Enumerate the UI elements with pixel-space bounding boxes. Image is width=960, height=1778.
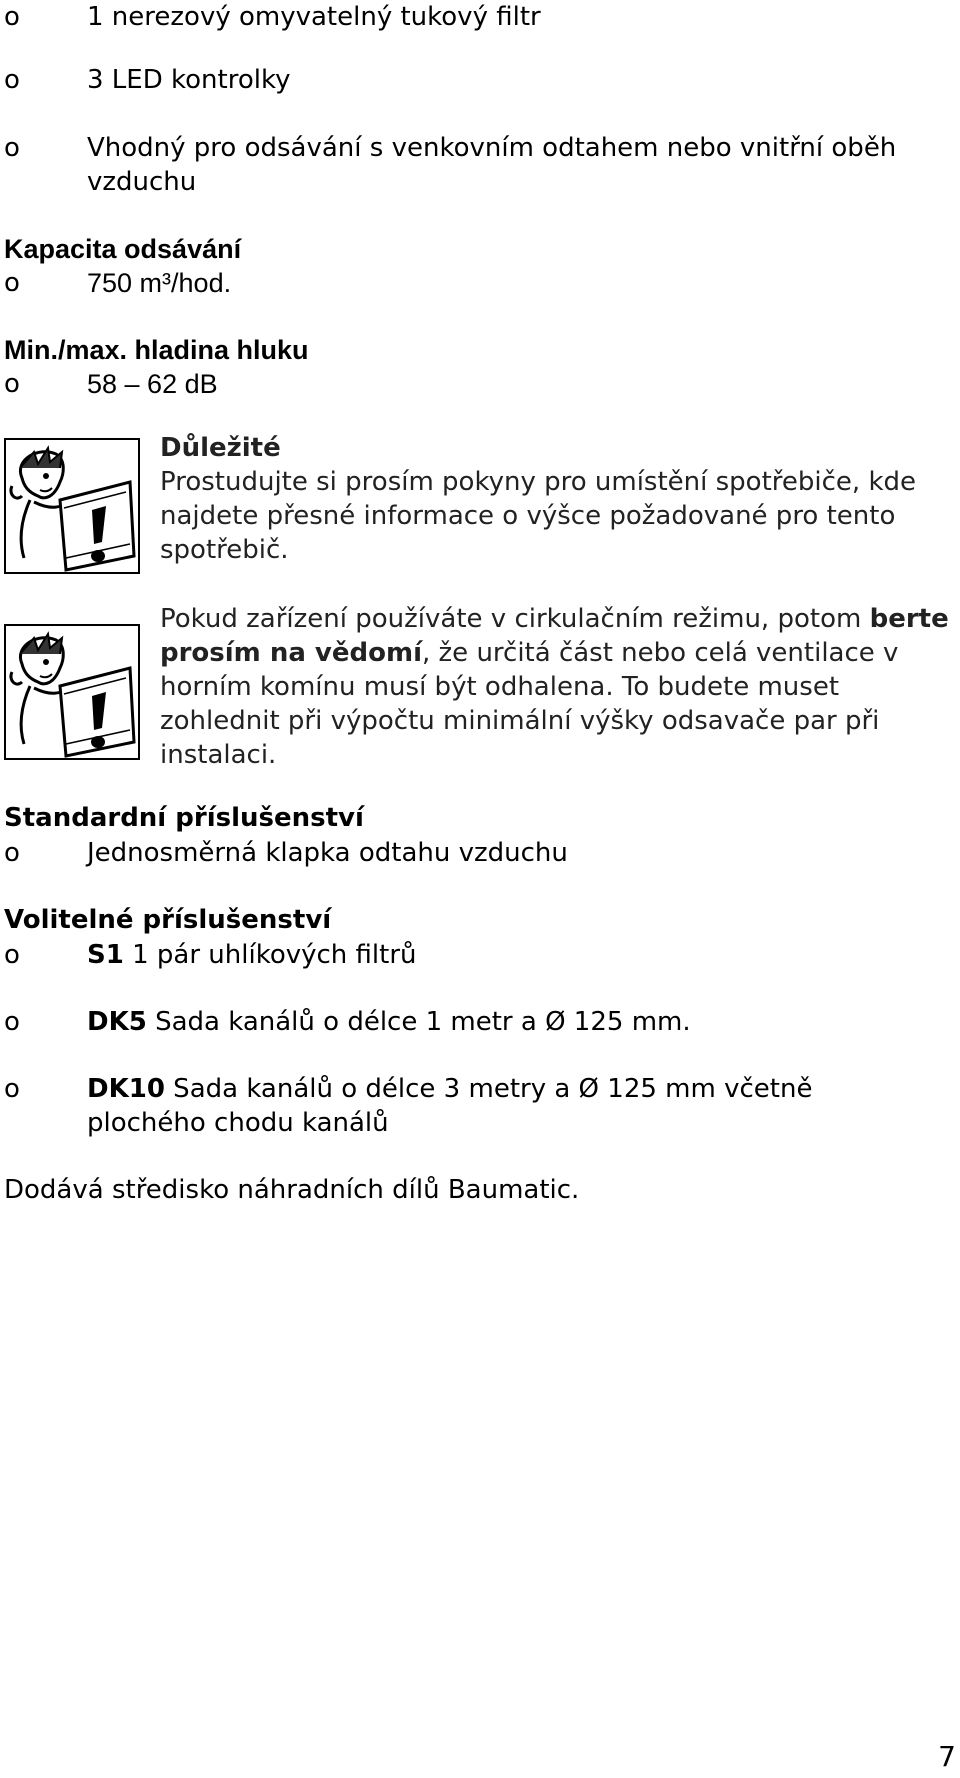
- bullet: o: [4, 369, 20, 399]
- note-important: [160, 431, 960, 567]
- accessory-desc: Sada kanálů o délce 3 metry a Ø 125 mm včetně plochého chodu kanálů: [87, 1074, 813, 1138]
- note-circulation: [160, 602, 960, 772]
- list-item-text: Jednosměrná klapka odtahu vzduchu: [87, 838, 568, 868]
- list-item-text: [87, 1072, 907, 1140]
- bullet: o: [4, 133, 20, 163]
- bullet: o: [4, 65, 20, 95]
- capacity-heading: Kapacita odsávání: [4, 234, 242, 264]
- note-text-bold: berte prosím na vědomí: [160, 604, 949, 668]
- optional-accessories-heading: Volitelné příslušenství: [4, 905, 332, 935]
- warning-cartoon-icon: [4, 624, 140, 760]
- bullet: o: [4, 268, 20, 298]
- bullet: o: [4, 2, 20, 32]
- noise-heading: Min./max. hladina hluku: [4, 335, 309, 365]
- standard-accessories-heading: Standardní příslušenství: [4, 803, 364, 833]
- list-item-text: [87, 1005, 947, 1039]
- accessory-code: DK5: [87, 1007, 147, 1037]
- bullet: o: [4, 838, 20, 868]
- note-text-b: , že určitá část nebo celá ventilace v horním komínu musí být odhalena. To budete muset zohlednit při výpočtu minimální výšky odsavače par při instalaci.: [160, 638, 899, 770]
- supplier-note: Dodává středisko náhradních dílů Baumatic.: [4, 1175, 580, 1205]
- accessory-desc: Sada kanálů o délce 1 metr a Ø 125 mm.: [146, 1007, 691, 1037]
- accessory-code: DK10: [87, 1074, 165, 1104]
- capacity-value: 750 m³/hod.: [87, 268, 232, 298]
- bullet: o: [4, 940, 20, 970]
- accessory-code: S1: [87, 940, 124, 970]
- note-title: Důležité: [160, 433, 281, 463]
- list-item-text: Vhodný pro odsávání s venkovním odtahem nebo vnitřní oběh vzduchu: [87, 133, 897, 197]
- list-item-text: 3 LED kontrolky: [87, 65, 291, 95]
- note-text-a: Pokud zařízení používáte v cirkulačním režimu, potom: [160, 604, 862, 634]
- warning-cartoon-icon: [4, 438, 140, 574]
- accessory-desc: 1 pár uhlíkových filtrů: [123, 940, 417, 970]
- noise-value: 58 – 62 dB: [87, 369, 218, 399]
- bullet: o: [4, 1074, 20, 1104]
- list-item-text: 1 nerezový omyvatelný tukový filtr: [87, 2, 541, 32]
- page-number: 7: [938, 1740, 956, 1773]
- bullet: o: [4, 1007, 20, 1037]
- note-text: Prostudujte si prosím pokyny pro umístění spotřebiče, kde najdete přesné informace o výšce požadované pro tento spotřebič.: [160, 467, 917, 565]
- list-item-text: [87, 938, 947, 972]
